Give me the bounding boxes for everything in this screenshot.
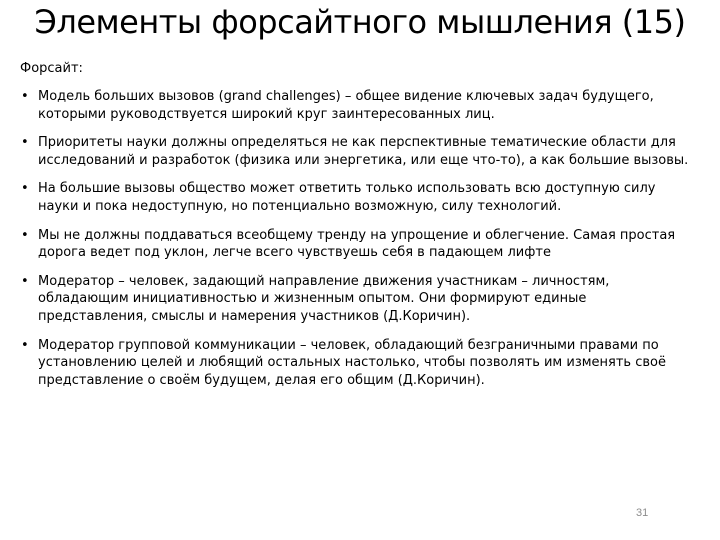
list-item <box>20 88 694 123</box>
list-item <box>20 273 694 326</box>
bullet-text: Модель больших вызовов (grand challenges) – общее видение ключевых задач будущего, которыми руководствуется широкий круг заинтересованных лиц. <box>38 89 654 122</box>
list-item <box>20 134 694 169</box>
bullet-icon: • <box>21 337 29 353</box>
intro-label: Форсайт: <box>20 61 83 76</box>
bullet-icon: • <box>21 89 29 104</box>
bullet-icon: • <box>21 181 29 197</box>
bullet-list <box>20 88 694 400</box>
bullet-text: Приоритеты науки должны определяться не как перспективные тематические области для исследований и разработок (физика или энергетика, или еще что-то), а как большие вызовы. <box>38 135 689 168</box>
bullet-text: На большие вызовы общество может ответить только использовать всю доступную силу науки и пока недоступную, но потенциально возможную, силу технологий. <box>38 181 656 214</box>
slide-title: Элементы форсайтного мышления (15) <box>34 3 686 41</box>
bullet-text: Мы не должны поддаваться всеобщему тренду на упрощение и облегчение. Самая простая дорога ведет под уклон, легче всего чувствуешь себя в падающем лифте <box>38 227 676 261</box>
bullet-icon: • <box>21 273 29 289</box>
list-item <box>20 337 694 390</box>
bullet-icon: • <box>21 227 29 243</box>
bullet-text: Модератор – человек, задающий направление движения участникам – личностям, обладающим инициативностью и жизненным опытом. Они формируют единые представления, смыслы и намерения участников (Д.Коричин). <box>38 273 610 324</box>
list-item <box>20 180 694 215</box>
bullet-text: Модератор групповой коммуникации – человек, обладающий безграничными правами по установлению целей и любящий остальных настолько, чтобы позволять им изменять своё представление о своём будущем, делая его общим (Д.Коричин). <box>38 337 666 388</box>
bullet-icon: • <box>21 135 29 151</box>
list-item <box>20 227 694 262</box>
page-number: 31 <box>636 507 649 519</box>
